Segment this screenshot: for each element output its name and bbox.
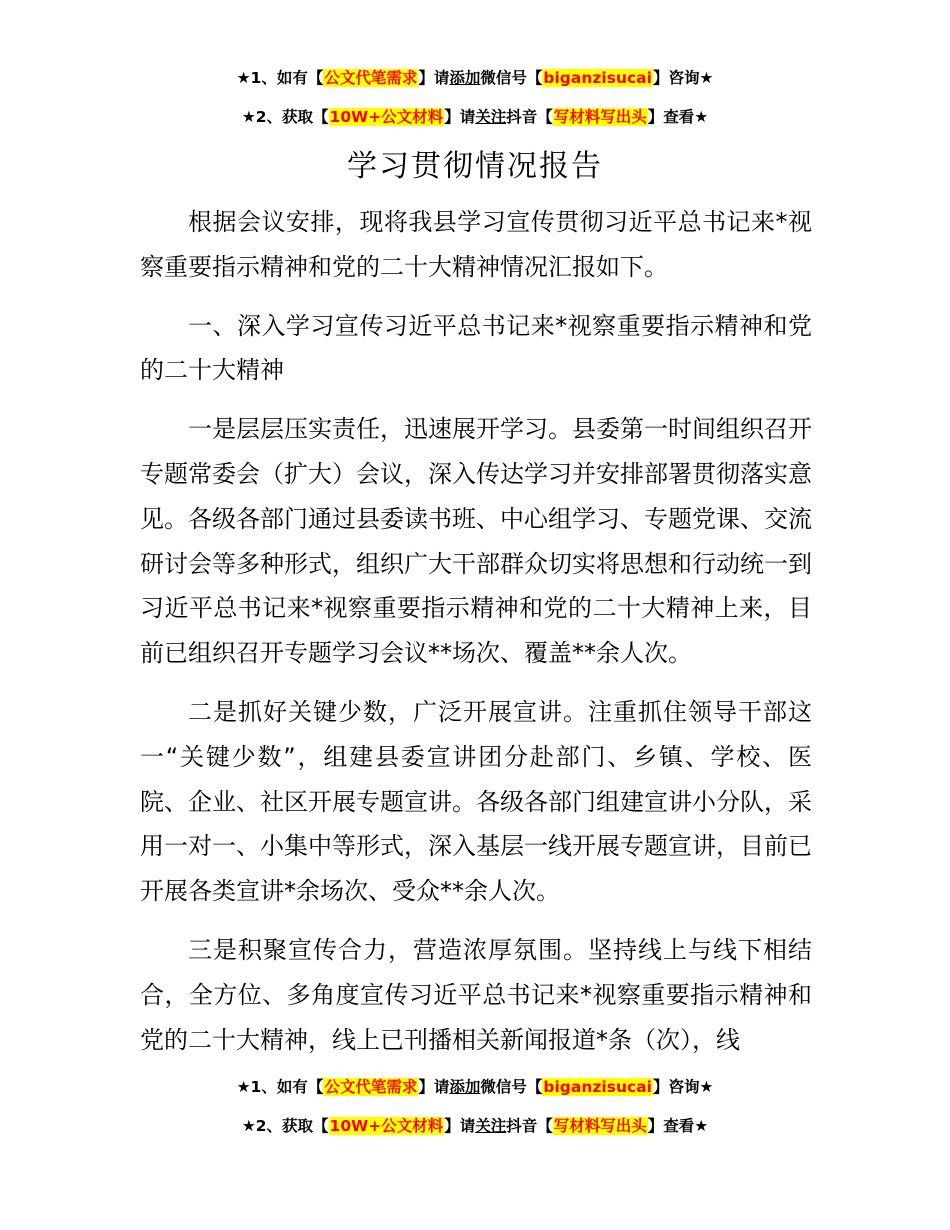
banner-prefix: ★1、如有【 xyxy=(236,69,324,87)
banner-underlined-text: 关注 xyxy=(475,1117,507,1135)
banner-text: 微信号【 xyxy=(480,1078,543,1096)
paragraph-point-2: 二是抓好关键少数，广泛开展宣讲。注重抓住领导干部这一“关键少数”，组建县委宣讲团分赴部门、乡镇、学校、医院、企业、社区开展专题宣讲。各级各部门组建宣讲小分队，采用一对一、小集中等形式，深入基层一线开展专题宣讲，目前已开展各类宣讲*余场次、受众**余人次。 xyxy=(140,697,812,906)
banner-highlight-wechat-id: biganzisucai xyxy=(543,69,652,87)
banner-highlight-douyin: 写材料写出头 xyxy=(553,108,647,126)
banner-highlight-douyin: 写材料写出头 xyxy=(553,1117,647,1135)
banner-suffix: 】咨询★ xyxy=(652,69,714,87)
bottom-banner-line-1 xyxy=(0,1076,950,1098)
banner-prefix: ★2、获取【 xyxy=(241,1117,329,1135)
banner-suffix: 】查看★ xyxy=(647,1117,709,1135)
banner-highlight-materials: 10W+公文材料 xyxy=(329,1117,444,1135)
paragraph-point-1: 一是层层压实责任，迅速展开学习。县委第一时间组织召开专题常委会（扩大）会议，深入传达学习并安排部署贯彻落实意见。各级各部门通过县委读书班、中心组学习、专题党课、交流研讨会等多种形式，组织广大干部群众切实将思想和行动统一到习近平总书记来*视察重要指示精神和党的二十大精神上来，目前已组织召开专题学习会议**场次、覆盖**余人次。 xyxy=(140,415,812,668)
banner-underlined-text: 添加 xyxy=(449,1078,481,1096)
banner-text: 】请 xyxy=(444,108,476,126)
banner-text: 微信号【 xyxy=(480,69,543,87)
banner-highlight-materials: 10W+公文材料 xyxy=(329,108,444,126)
banner-text: 】请 xyxy=(418,1078,450,1096)
section-heading-1: 一、深入学习宣传习近平总书记来*视察重要指示精神和党的二十大精神 xyxy=(140,311,812,385)
banner-suffix: 】咨询★ xyxy=(652,1078,714,1096)
banner-suffix: 】查看★ xyxy=(647,108,709,126)
document-title: 学习贯彻情况报告 xyxy=(347,149,603,184)
banner-highlight-service: 公文代笔需求 xyxy=(324,69,418,87)
paragraph-intro: 根据会议安排，现将我县学习宣传贯彻习近平总书记来*视察重要指示精神和党的二十大精神情况汇报如下。 xyxy=(140,208,812,281)
banner-highlight-wechat-id: biganzisucai xyxy=(543,1078,652,1096)
banner-prefix: ★2、获取【 xyxy=(241,108,329,126)
banner-prefix: ★1、如有【 xyxy=(236,1078,324,1096)
bottom-banner-line-2 xyxy=(0,1115,950,1137)
banner-text: 】请 xyxy=(444,1117,476,1135)
banner-underlined-text: 添加 xyxy=(449,69,481,87)
banner-highlight-service: 公文代笔需求 xyxy=(324,1078,418,1096)
document-body xyxy=(140,200,812,1062)
banner-text: 】请 xyxy=(418,69,450,87)
banner-underlined-text: 关注 xyxy=(475,108,507,126)
banner-text: 抖音【 xyxy=(506,1117,553,1135)
paragraph-point-3: 三是积聚宣传合力，营造浓厚氛围。坚持线上与线下相结合，全方位、多角度宣传习近平总书记来*视察重要指示精神和党的二十大精神，线上已刊播相关新闻报道*条（次），线 xyxy=(140,935,812,1054)
banner-text: 抖音【 xyxy=(506,108,553,126)
